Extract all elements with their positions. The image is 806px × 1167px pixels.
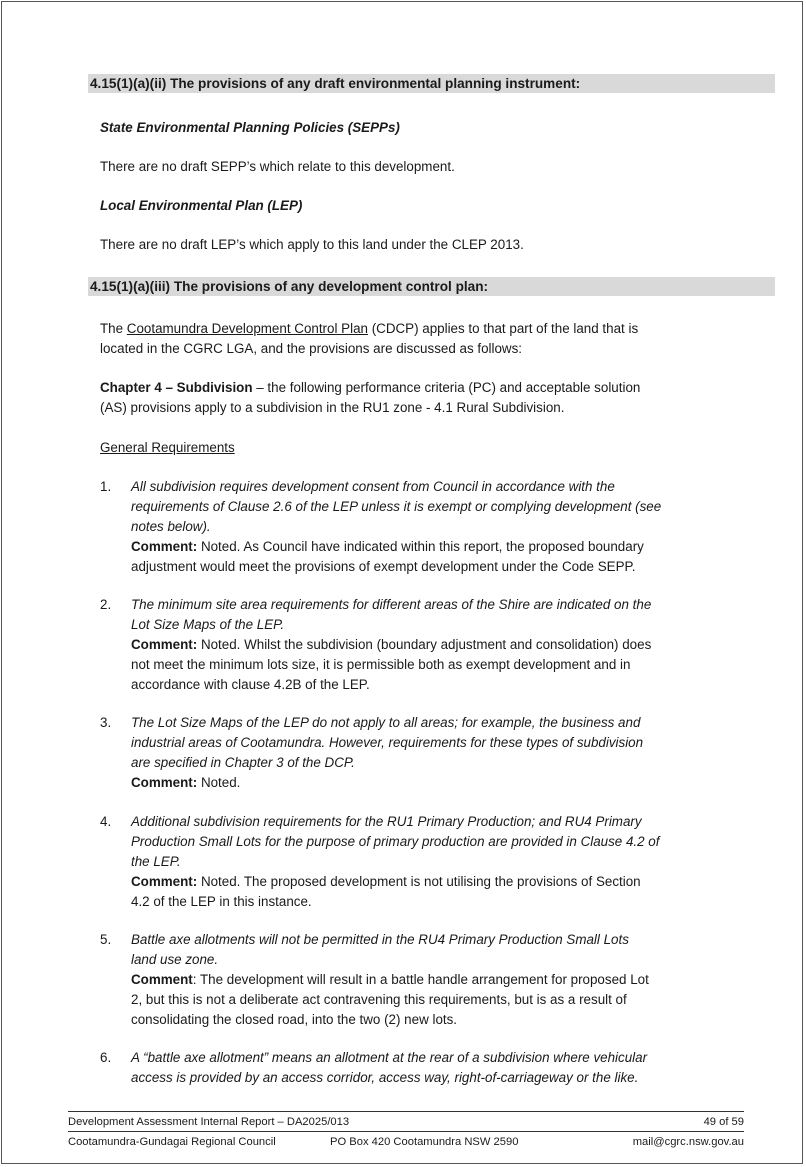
section-heading-dcp: 4.15(1)(a)(iii) The provisions of any development control plan: (88, 277, 775, 296)
item-number: 6. (100, 1050, 112, 1065)
footer-address: PO Box 420 Cootamundra NSW 2590 (330, 1136, 519, 1148)
document-page (1, 1, 803, 1164)
list-item (131, 595, 731, 695)
chapter-line2: (AS) provisions apply to a subdivision in the RU1 zone - 4.1 Rural Subdivision. (100, 400, 565, 415)
requirement-line: notes below). (131, 519, 211, 534)
comment-text: : The development will result in a battle handle arrangement for proposed Lot (192, 972, 649, 987)
sepp-text: There are no draft SEPP’s which relate to this development. (100, 159, 455, 174)
list-item (131, 477, 731, 577)
requirement-line: Additional subdivision requirements for the RU1 Primary Production; and RU4 Primary (131, 814, 642, 829)
comment-line (131, 970, 731, 990)
requirement-line: A “battle axe allotment” means an allotment at the rear of a subdivision where vehicular (131, 1050, 648, 1065)
requirement-line: land use zone. (131, 952, 219, 967)
lep-title: Local Environmental Plan (LEP) (100, 198, 303, 213)
chapter-title: Chapter 4 – Subdivision (100, 380, 253, 395)
lep-text: There are no draft LEP’s which apply to this land under the CLEP 2013. (100, 237, 524, 252)
footer-email: mail@cgrc.nsw.gov.au (632, 1136, 744, 1148)
item-number: 5. (100, 932, 112, 947)
comment-line (131, 537, 731, 557)
chapter-rest: – the following performance criteria (PC) and acceptable solution (252, 380, 641, 395)
general-requirements-heading: General Requirements (100, 440, 235, 455)
dcp-intro-rest: (CDCP) applies to that part of the land that is (367, 321, 639, 336)
requirement-line: Production Small Lots for the purpose of primary production are provided in Clause 4.2 of (131, 834, 660, 849)
item-number: 4. (100, 814, 112, 829)
comment-label: Comment: (131, 874, 198, 889)
dcp-intro-line2: located in the CGRC LGA, and the provisions are discussed as follows: (100, 341, 523, 356)
page-number: 49 of 59 (703, 1116, 744, 1128)
requirement-line: industrial areas of Cootamundra. However, requirements for these types of subdivision (131, 735, 644, 750)
comment-label: Comment: (131, 539, 198, 554)
footer-divider-top (68, 1111, 744, 1112)
footer-council-name: Cootamundra-Gundagai Regional Council (68, 1136, 276, 1148)
comment-label: Comment: (131, 637, 198, 652)
item-number: 3. (100, 715, 112, 730)
comment-line: consolidating the closed road, into the two (2) new lots. (131, 1012, 458, 1027)
comment-line (131, 872, 731, 892)
comment-label: Comment: (131, 775, 198, 790)
comment-line: adjustment would meet the provisions of exempt development under the Code SEPP. (131, 559, 636, 574)
comment-line (131, 773, 731, 793)
dcp-intro-prefix: The (100, 321, 127, 336)
requirement-line: All subdivision requires development consent from Council in accordance with the (131, 479, 615, 494)
footer-row-1 (68, 1115, 744, 1129)
list-item (131, 812, 731, 912)
requirement-line: Battle axe allotments will not be permitted in the RU4 Primary Production Small Lots (131, 932, 629, 947)
comment-line: 2, but this is not a deliberate act contravening this requirements, but is as a result of (131, 992, 627, 1007)
requirement-line: requirements of Clause 2.6 of the LEP unless it is exempt or complying development (see (131, 499, 662, 514)
list-item (131, 930, 731, 1030)
footer-divider-bottom (68, 1131, 744, 1132)
section-heading-draft-epi: 4.15(1)(a)(ii) The provisions of any draft environmental planning instrument: (88, 74, 775, 93)
comment-text: Noted. Whilst the subdivision (boundary adjustment and consolidation) does (197, 637, 652, 652)
list-item (131, 1048, 731, 1088)
cdcp-title-underlined: Cootamundra Development Control Plan (126, 321, 368, 336)
item-number: 2. (100, 597, 112, 612)
comment-text: Noted. The proposed development is not utilising the provisions of Section (197, 874, 641, 889)
requirement-line: the LEP. (131, 854, 181, 869)
sepp-title: State Environmental Planning Policies (SEPPs) (100, 120, 400, 135)
requirement-line: The minimum site area requirements for different areas of the Shire are indicated on the (131, 597, 652, 612)
comment-line (131, 635, 731, 655)
comment-line: 4.2 of the LEP in this instance. (131, 894, 312, 909)
comment-text: Noted. (197, 775, 241, 790)
footer-report-title: Development Assessment Internal Report – DA2025/013 (68, 1116, 350, 1128)
item-number: 1. (100, 479, 112, 494)
requirement-line: are specified in Chapter 3 of the DCP. (131, 755, 355, 770)
footer-row-2 (68, 1135, 744, 1149)
chapter-line1 (100, 378, 640, 398)
list-item (131, 713, 731, 793)
comment-text: Noted. As Council have indicated within this report, the proposed boundary (197, 539, 644, 554)
requirement-line: Lot Size Maps of the LEP. (131, 617, 285, 632)
comment-label: Comment (131, 972, 193, 987)
comment-line: not meet the minimum lots size, it is permissible both as exempt development and in (131, 657, 631, 672)
comment-line: accordance with clause 4.2B of the LEP. (131, 677, 370, 692)
requirement-line: access is provided by an access corridor, access way, right-of-carriageway or the like. (131, 1070, 639, 1085)
requirement-line: The Lot Size Maps of the LEP do not apply to all areas; for example, the business and (131, 715, 641, 730)
dcp-intro-line1 (100, 319, 638, 339)
